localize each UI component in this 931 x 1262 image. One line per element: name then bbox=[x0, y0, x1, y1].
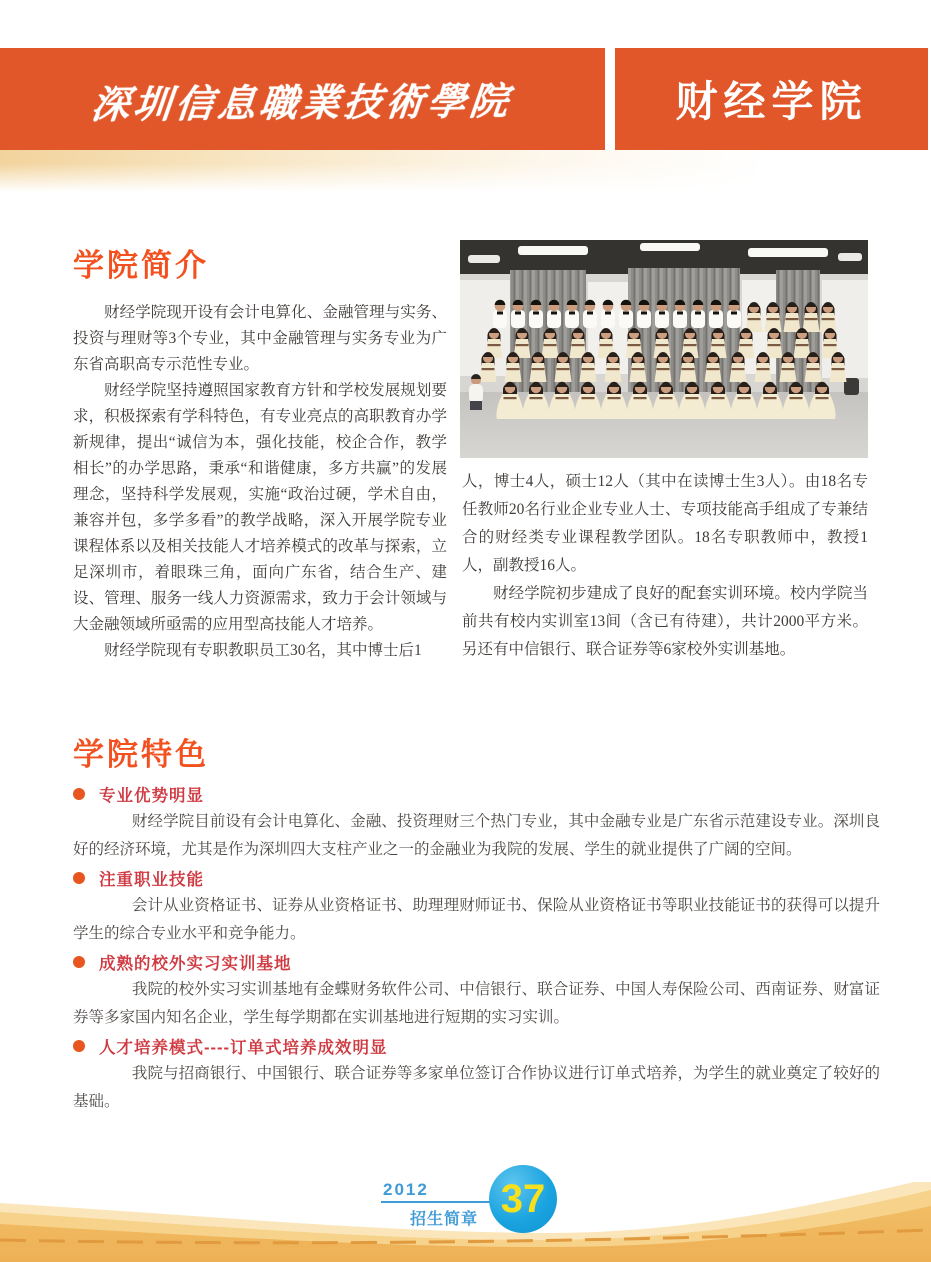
feature-heading: 成熟的校外实习实训基地 bbox=[99, 955, 292, 973]
bullet-dot-icon bbox=[73, 1040, 85, 1052]
department-name: 财经学院 bbox=[675, 78, 868, 125]
intro-paragraph: 财经学院坚持遵照国家教育方针和学校发展规划要求，积极探索有学科特色，有专业亮点的高职教育办学新规律，提出“诚信为本，强化技能，校企合作，教学相长”的办学思路，秉承“和谐健康，多方共赢”的发展理念，坚持科学发展观，实施“政治过硬，学术自由，兼容并包，多学多看”的教学战略，深入开展学院专业课程体系以及相关技能人才培养模式的改革与探索，立足深圳市，着眼珠三角，面向广东省，结合生产、建设、管理、服务一线人力资源需求，致力于会计领域与大金融领域所亟需的应用型高技能人才培养。 bbox=[73, 382, 447, 633]
footer-brochure-label: 招生简章 bbox=[409, 1211, 478, 1228]
feature-heading: 人才培养模式----订单式培养成效明显 bbox=[99, 1039, 388, 1057]
header-department-bar bbox=[615, 48, 928, 150]
feature-item bbox=[73, 780, 880, 864]
bullet-dot-icon bbox=[73, 956, 85, 968]
intro-paragraph: 财经学院初步建成了良好的配套实训环境。校内学院当前共有校内实训室13间（含已有待建），共计2000平方米。另还有中信银行、联合证券等6家校外实训基地。 bbox=[462, 585, 868, 658]
group-photo-illustration bbox=[460, 240, 868, 458]
intro-right-column bbox=[462, 468, 868, 664]
feature-item bbox=[73, 948, 880, 1032]
page-number-badge: 37 bbox=[489, 1165, 557, 1233]
feature-heading: 注重职业技能 bbox=[99, 871, 204, 889]
group-photo bbox=[460, 240, 868, 458]
bullet-dot-icon bbox=[73, 788, 85, 800]
features-list bbox=[73, 780, 880, 1116]
feature-item bbox=[73, 864, 880, 948]
intro-section-title: 学院简介 bbox=[73, 248, 209, 283]
header-glow-decoration bbox=[0, 150, 931, 194]
bottom-wave-decoration bbox=[0, 1182, 931, 1262]
intro-paragraph: 财经学院现有专职教职员工30名，其中博士后1 bbox=[104, 642, 422, 659]
intro-paragraph: 人，博士4人，硕士12人（其中在读博士生3人）。由18名专任教师20名行业企业专业人士、专项技能高手组成了专兼结合的财经类专业课程教学团队。18名专职教师中，教授1人，副教授16人。 bbox=[462, 473, 868, 574]
feature-heading-row bbox=[73, 780, 880, 808]
feature-heading-row bbox=[73, 1032, 880, 1060]
feature-heading-row bbox=[73, 948, 880, 976]
intro-left-column bbox=[73, 300, 447, 664]
school-name-calligraphy: 深圳信息職業技術學院 bbox=[89, 80, 515, 127]
feature-body: 会计从业资格证书、证券从业资格证书、助理理财师证书、保险从业资格证书等职业技能证书的获得可以提升学生的综合专业水平和竞争能力。 bbox=[73, 897, 880, 942]
feature-heading: 专业优势明显 bbox=[99, 787, 204, 805]
intro-paragraph: 财经学院现开设有会计电算化、金融管理与实务、投资与理财等3个专业，其中金融管理与实务专业为广东省高职高专示范性专业。 bbox=[73, 304, 447, 373]
features-section-title: 学院特色 bbox=[73, 737, 209, 772]
feature-body: 我院与招商银行、中国银行、联合证券等多家单位签订合作协议进行订单式培养，为学生的就业奠定了较好的基础。 bbox=[73, 1065, 880, 1110]
feature-heading-row bbox=[73, 864, 880, 892]
feature-body: 我院的校外实习实训基地有金蝶财务软件公司、中信银行、联合证券、中国人寿保险公司、西南证券、财富证券等多家国内知名企业，学生每学期都在实训基地进行短期的实习实训。 bbox=[73, 981, 880, 1026]
header-school-bar bbox=[0, 48, 605, 150]
feature-body: 财经学院目前设有会计电算化、金融、投资理财三个热门专业，其中金融专业是广东省示范建设专业。深圳良好的经济环境，尤其是作为深圳四大支柱产业之一的金融业为我院的发展、学生的就业提供了广阔的空间。 bbox=[73, 813, 880, 858]
bullet-dot-icon bbox=[73, 872, 85, 884]
footer-year: 2012 bbox=[383, 1180, 429, 1199]
feature-item bbox=[73, 1032, 880, 1116]
